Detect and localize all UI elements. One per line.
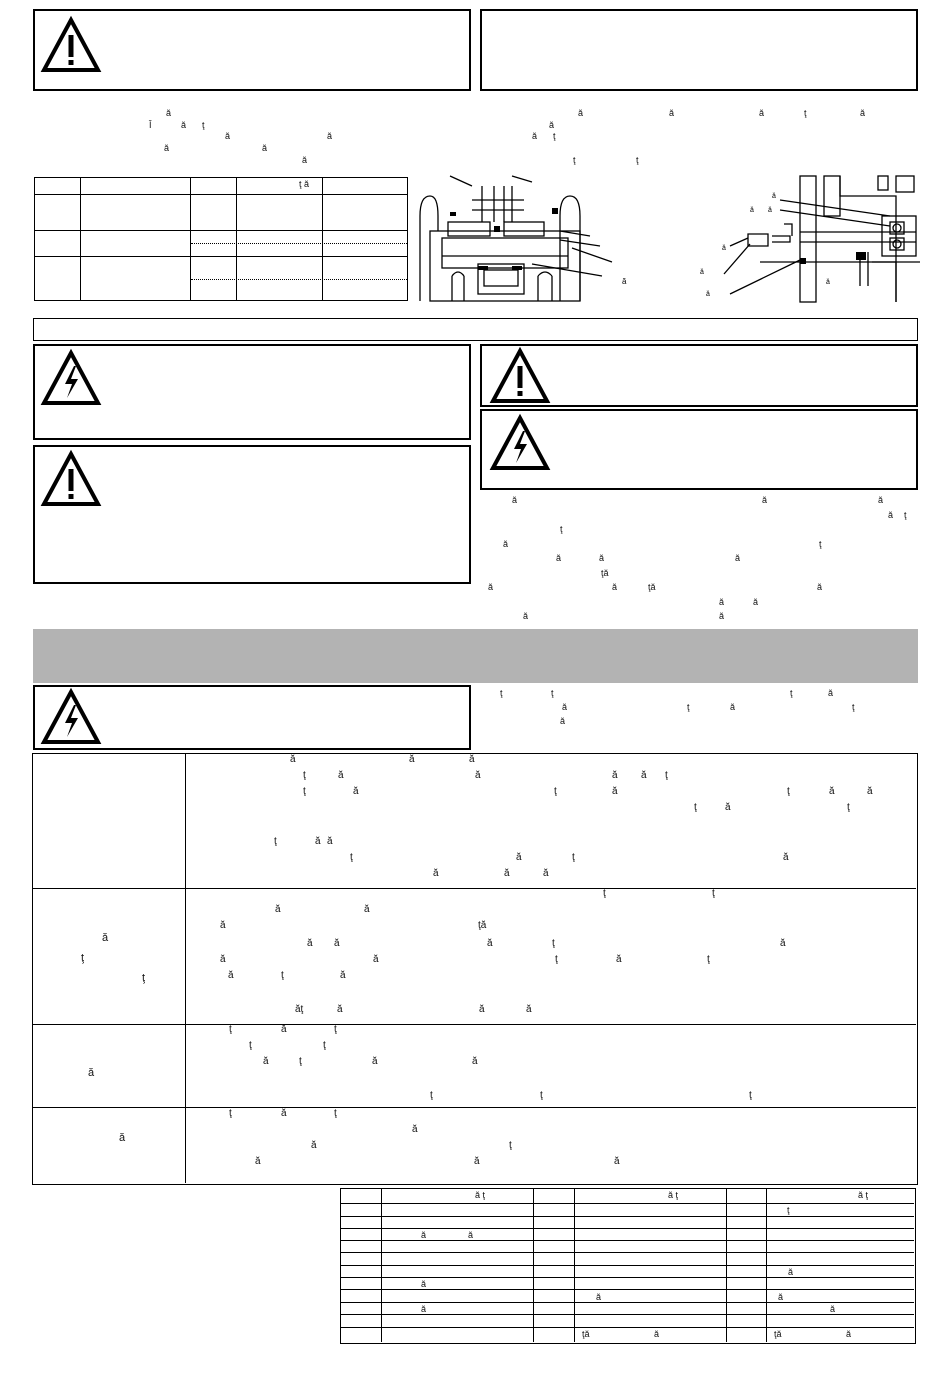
svg-text:ă: ă xyxy=(722,245,726,252)
svg-text:ă: ă xyxy=(706,291,710,298)
svg-text:ă: ă xyxy=(622,277,627,286)
section-heading-band xyxy=(33,629,918,683)
warning-box-caution-right xyxy=(480,344,918,407)
seal-detail-drawing xyxy=(700,176,918,302)
section-header-bar xyxy=(33,318,918,341)
warning-box-top-left xyxy=(33,9,471,91)
parts-list-table xyxy=(340,1188,916,1344)
lightning-triangle-icon xyxy=(490,415,550,471)
svg-text:ă: ă xyxy=(826,279,830,286)
svg-text:ă: ă xyxy=(772,193,776,200)
small-spec-table xyxy=(34,177,408,301)
warning-box-electric-right xyxy=(480,409,918,490)
svg-text:ă: ă xyxy=(700,269,704,276)
svg-text:ă: ă xyxy=(768,207,772,214)
warning-box-top-right xyxy=(480,9,918,91)
pump-assembly-drawing xyxy=(412,176,628,302)
warning-box-electric-left xyxy=(33,344,471,440)
troubleshooting-table xyxy=(32,753,918,1185)
lightning-triangle-icon xyxy=(41,689,101,745)
exclamation-triangle-icon xyxy=(41,17,101,73)
exclamation-triangle-icon xyxy=(41,451,101,507)
lightning-triangle-icon xyxy=(41,350,101,406)
exclamation-triangle-icon xyxy=(490,348,550,404)
svg-text:ă: ă xyxy=(750,207,754,214)
warning-box-caution-left xyxy=(33,445,471,584)
small-table-header: ţ ă xyxy=(299,179,310,189)
warning-box-electric-bottom xyxy=(33,685,471,750)
